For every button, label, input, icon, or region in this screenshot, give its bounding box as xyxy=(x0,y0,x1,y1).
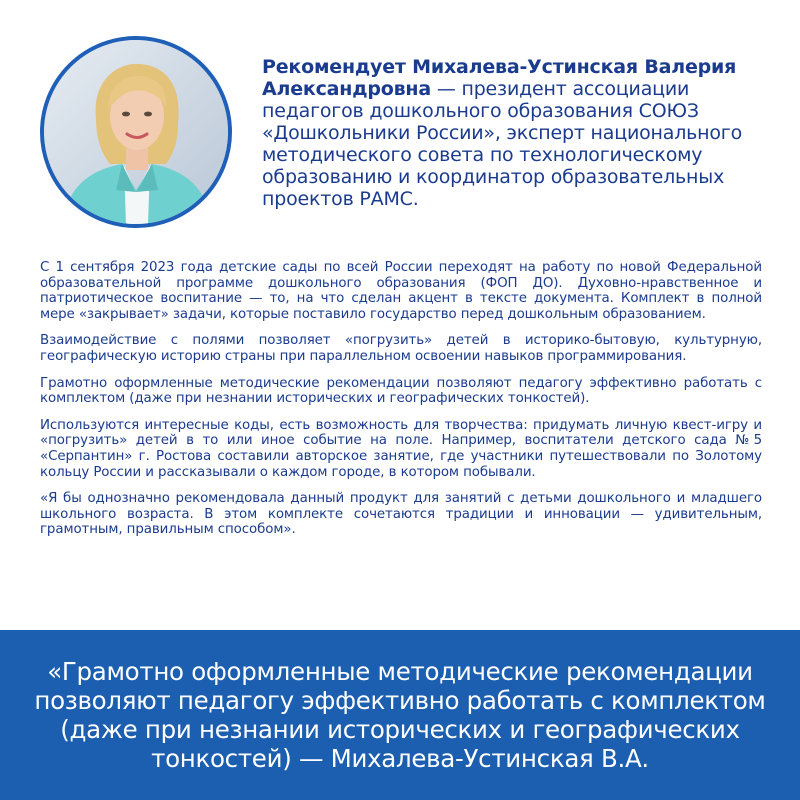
article-paragraph: С 1 сентября 2023 года детские сады по всей России переходят на работу по новой Федеральной образовательной программе дошкольного образования (ФОП ДО). Духовно-нравственное и патриотическое воспитание — то, на что сделан акцент в тексте документа. Комплект в полной мере «закрывает» задачи, которые поставило государство перед дошкольным образованием. xyxy=(40,260,762,322)
banner-quote: «Грамотно оформленные методические рекомендации позволяют педагогу эффективно работать с комплектом (даже при незнании исторических и географических тонкостей) — Михалева-Устинская В.А. xyxy=(34,657,766,773)
article-paragraph: Грамотно оформленные методические рекомендации позволяют педагогу эффективно работать с комплектом (даже при незнании исторических и географических тонкостей). xyxy=(40,375,762,407)
article-paragraph: Взаимодействие с полями позволяет «погрузить» детей в историко-бытовую, культурную, географическую историю страны при параллельном освоении навыков программирования. xyxy=(40,333,762,364)
author-description: — президент ассоциации педагогов дошкольного образования СОЮЗ «Дошкольники России», эксперт национального методического совета по технологическому образованию и координатор образовательных проектов РАМС. xyxy=(262,78,742,210)
author-name: Рекомендует Михалева-Устинская Валерия Александровна xyxy=(262,56,737,100)
article-paragraph: Используются интересные коды, есть возможность для творчества: придумать личную квест-игру и «погрузить» детей в то или иное событие на поле. Например, воспитатели детского сада №5 «Серпантин» г. Ростова составили авторское занятие, где участники путешествовали по Золотому кольцу России и рассказывали о каждом городе, в котором побывали. xyxy=(40,417,762,480)
portrait-illustration xyxy=(44,40,228,224)
article-paragraph: «Я бы однозначно рекомендовала данный продукт для занятий с детьми дошкольного и младшего школьного возраста. В этом комплекте сочетаются традиции и инновации — удивительным, грамотным, правильным способом». xyxy=(40,491,762,538)
article-body xyxy=(40,260,762,549)
author-portrait xyxy=(40,36,232,228)
author-intro xyxy=(262,56,777,210)
quote-banner xyxy=(0,630,800,800)
